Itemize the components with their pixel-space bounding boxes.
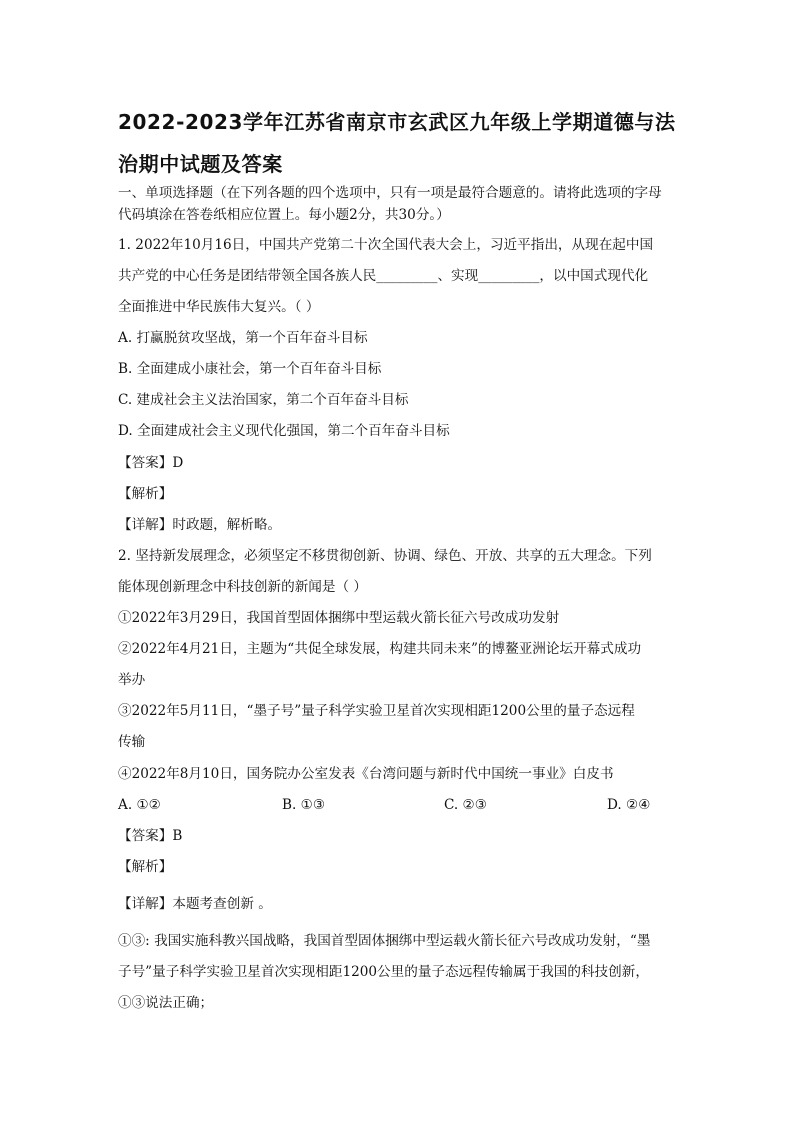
q1-stem-line-2: 共产党的中心任务是团结带领全国各族人民_________、实现_________，以中国式现代化 (118, 268, 649, 284)
q1-answer: 【答案】D (118, 455, 184, 471)
q1-stem-line-1: 1. 2022年10月16日，中国共产党第二十次全国代表大会上，习近平指出，从现在起中国 (118, 237, 654, 253)
q2-stem-line-1: 2. 坚持新发展理念，必须坚定不移贯彻创新、协调、绿色、开放、共享的五大理念。下列 (118, 548, 652, 564)
q2-item-1: ①2022年3月29日，我国首型固体捆绑中型运载火箭长征六号改成功发射 (118, 610, 560, 626)
q2-detail: 【详解】本题考查创新 。 (118, 896, 272, 912)
document-title-line-1: 2022-2023学年江苏省南京市玄武区九年级上学期道德与法 (118, 110, 676, 134)
q2-answer: 【答案】B (118, 828, 183, 844)
q2-option-b: B. ①③ (282, 797, 326, 813)
q2-explanation-line-2: 子号”量子科学实验卫星首次实现相距1200公里的量子态远程传输属于我国的科技创新， (118, 964, 649, 980)
q1-option-c: C. 建成社会主义法治国家，第二个百年奋斗目标 (118, 392, 409, 408)
q1-option-d: D. 全面建成社会主义现代化强国，第二个百年奋斗目标 (118, 423, 450, 439)
q2-option-c: C. ②③ (444, 797, 487, 813)
document-title-line-2: 治期中试题及答案 (118, 152, 283, 176)
q2-option-d: D. ②④ (607, 797, 651, 813)
q2-item-4: ④2022年8月10日，国务院办公室发表《台湾问题与新时代中国统一事业》白皮书 (118, 766, 614, 782)
q1-detail: 【详解】时政题，解析略。 (118, 517, 282, 533)
q2-option-a: A. ①② (118, 797, 161, 813)
section-heading-line-2: 代码填涂在答卷纸相应位置上。每小题2分，共30分。） (118, 207, 450, 223)
q2-item-3-line-2: 传输 (118, 734, 146, 750)
q1-stem-line-3: 全面推进中华民族伟大复兴。（ ） (118, 299, 320, 315)
q2-analysis-label: 【解析】 (118, 859, 173, 875)
q2-explanation-line-3: ①③说法正确； (118, 995, 214, 1011)
q1-analysis-label: 【解析】 (118, 486, 173, 502)
q2-stem-line-2: 能体现创新理念中科技创新的新闻是（ ） (118, 579, 368, 595)
q1-option-a: A. 打赢脱贫攻坚战，第一个百年奋斗目标 (118, 330, 368, 346)
q2-item-2-line-1: ②2022年4月21日，主题为“共促全球发展，构建共同未来”的博鳌亚洲论坛开幕式成功 (118, 641, 642, 657)
q2-explanation-line-1: ①③: 我国实施科教兴国战略，我国首型固体捆绑中型运载火箭长征六号改成功发射，“墨 (118, 933, 651, 949)
section-heading-line-1: 一、单项选择题（在下列各题的四个选项中，只有一项是最符合题意的。请将此选项的字母 (118, 185, 662, 201)
q1-option-b: B. 全面建成小康社会，第一个百年奋斗目标 (118, 361, 382, 377)
q2-item-3-line-1: ③2022年5月11日，“墨子号”量子科学实验卫星首次实现相距1200公里的量子态远程 (118, 703, 635, 719)
q2-item-2-line-2: 举办 (118, 672, 146, 688)
